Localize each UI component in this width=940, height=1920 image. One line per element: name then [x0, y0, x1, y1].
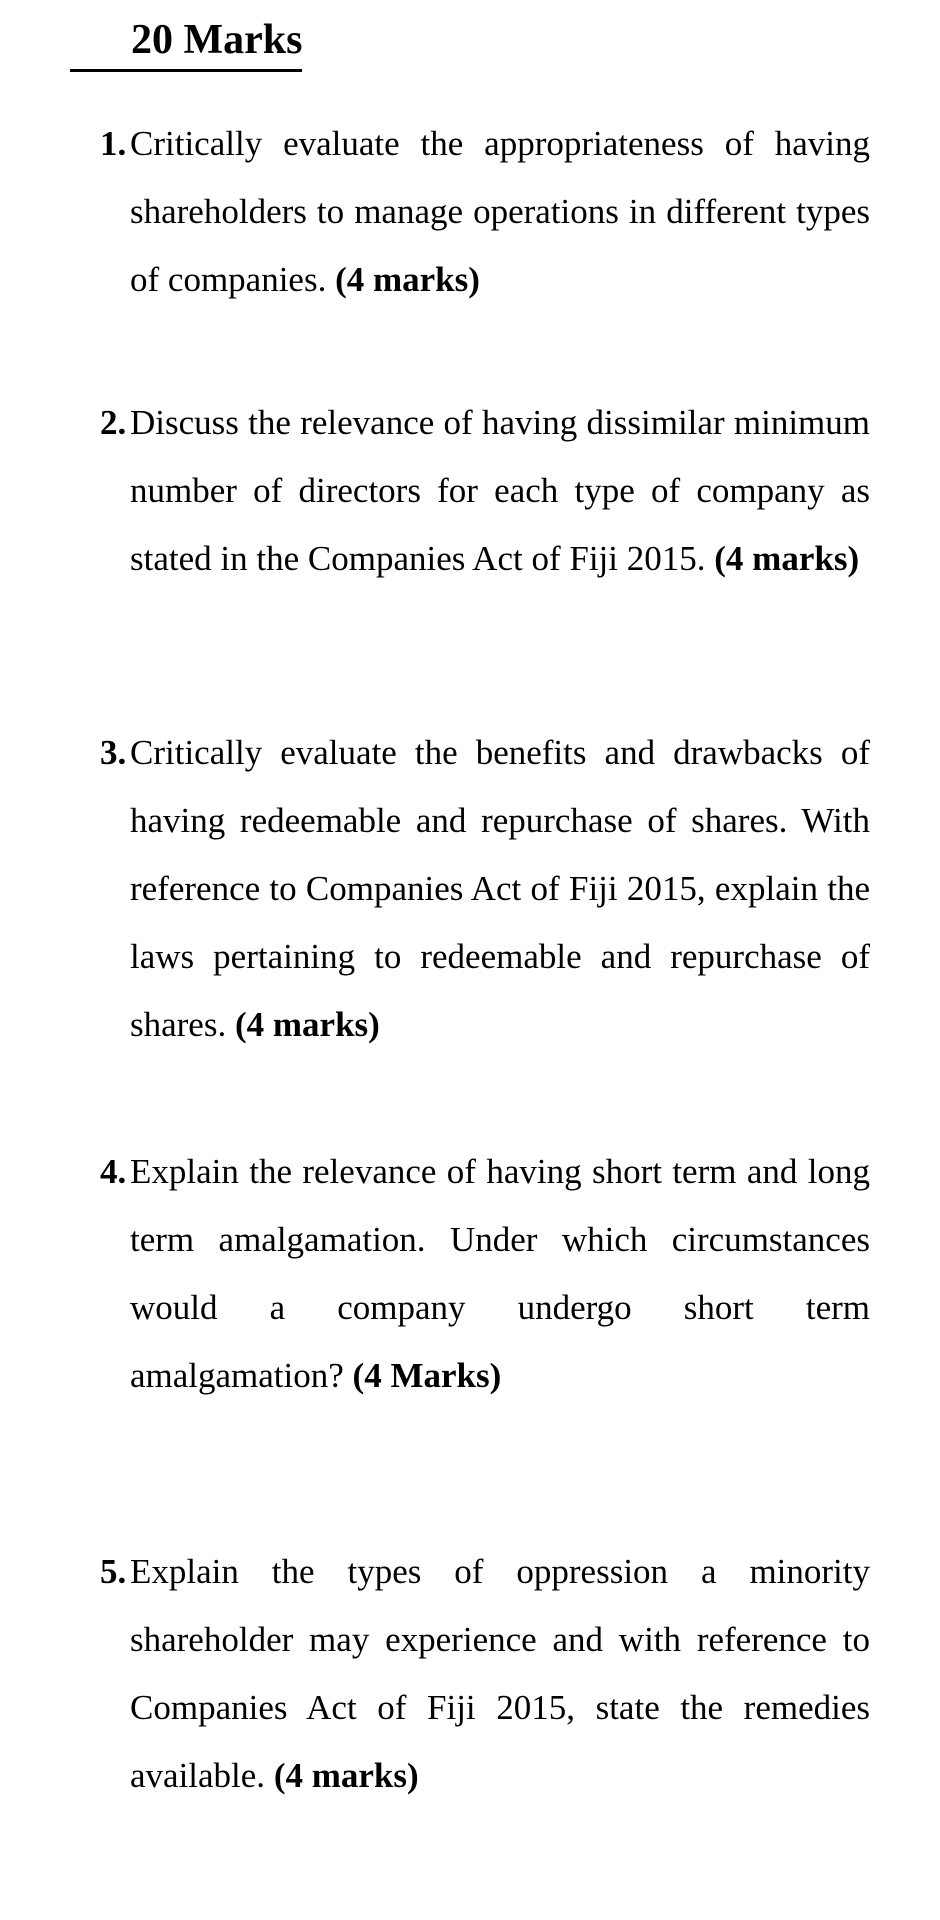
question-text: Explain the relevance of having short term and long term amalgamation. Under which circumstances would a company undergo short term amalgamation?: [130, 1152, 870, 1395]
question-text: Discuss the relevance of having dissimilar minimum number of directors for each type of company as stated in the Companies Act of Fiji 2015.: [130, 403, 870, 578]
question-marks: (4 marks): [273, 1756, 419, 1795]
heading-text: 20 Marks: [131, 17, 303, 63]
question-text: Critically evaluate the appropriateness of having shareholders to manage operations in different types of companies.: [130, 124, 870, 299]
question-4: [100, 1138, 870, 1410]
question-number: 4.: [100, 1152, 127, 1191]
question-number: 1.: [100, 124, 127, 163]
question-marks: (4 marks): [234, 1005, 380, 1044]
question-marks: (4 marks): [714, 539, 860, 578]
question-1: [100, 110, 870, 314]
question-text: Explain the types of oppression a minority shareholder may experience and with reference to Companies Act of Fiji 2015, state the remedies available.: [130, 1552, 870, 1795]
section-heading: [70, 14, 302, 72]
question-5: [100, 1538, 870, 1810]
question-3: [100, 719, 870, 1059]
question-2: [100, 389, 870, 593]
question-number: 2.: [100, 403, 127, 442]
question-number: 5.: [100, 1552, 127, 1591]
question-text: Critically evaluate the benefits and drawbacks of having redeemable and repurchase of shares. With reference to Companies Act of Fiji 2015, explain the laws pertaining to redeemable and repurchase of shares.: [130, 733, 870, 1044]
question-number: 3.: [100, 733, 127, 772]
question-marks: (4 marks): [335, 260, 480, 299]
question-marks: (4 Marks): [352, 1356, 502, 1395]
